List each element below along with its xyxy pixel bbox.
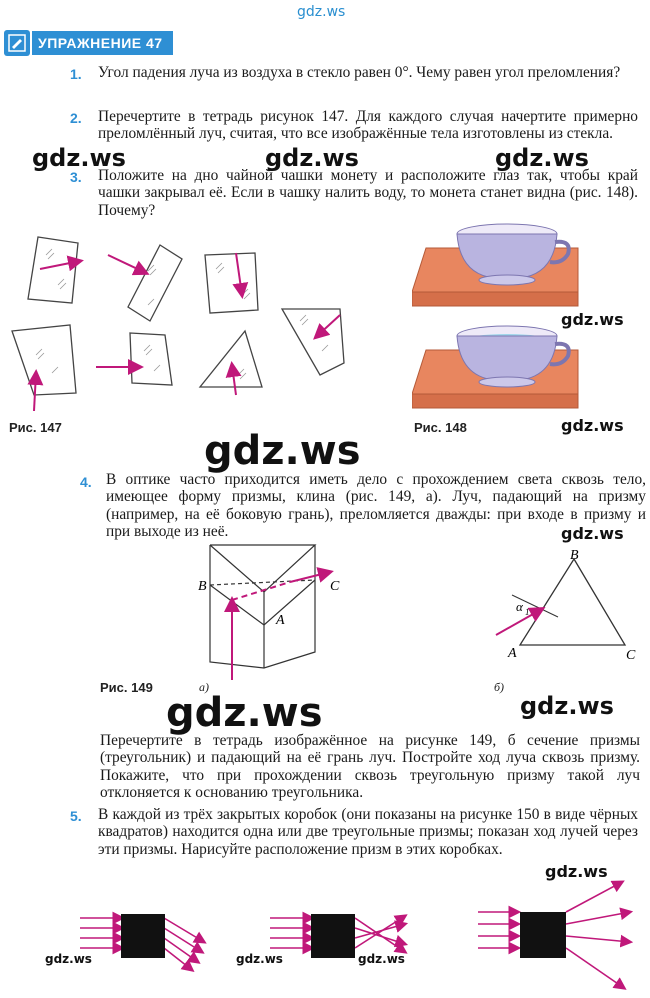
watermark: gdz.ws [545, 862, 608, 881]
glass-triangle [200, 331, 262, 387]
black-box [311, 914, 355, 958]
figure-caption: Рис. 148 [414, 420, 467, 435]
watermark: gdz.ws [32, 144, 126, 172]
figure-caption: Рис. 149 [100, 680, 153, 695]
watermark: gdz.ws [358, 952, 405, 966]
watermark: gdz.ws [561, 524, 624, 543]
watermark: gdz.ws [561, 310, 624, 329]
black-box [520, 912, 566, 958]
question-text: Перечертите в тетрадь изображённое на рисунке 149, б сечение призмы (треугольник) и падающий на её грань луч. Постройте ход луча сквозь призму. Покажите, что при прохождении сквозь треугольную призму такой луч отклоняется к основанию треугольника. [100, 732, 640, 802]
question-text: В оптике часто приходится иметь дело с прохождением света сквозь тело, имеющее форму призмы, клина (рис. 149, а). Луч, падающий на призму (например, на её боковую грань), преломляется дважды: при входе в призму и при выходе из неё. [106, 471, 646, 541]
exercise-header [4, 30, 173, 56]
watermark: gdz.ws [236, 952, 283, 966]
question-text: Угол падения луча из воздуха в стекло равен 0°. Чему равен угол преломления? [98, 64, 621, 81]
figure-caption: Рис. 147 [9, 420, 62, 435]
subfigure-label: б) [494, 680, 505, 694]
watermark: gdz.ws [166, 690, 323, 736]
vertex-label: A [276, 613, 285, 628]
glass-plate-3 [205, 253, 258, 313]
watermark: gdz.ws [204, 428, 361, 474]
subfigure-label: а) [199, 680, 209, 694]
figure-148 [412, 212, 582, 417]
watermark: gdz.ws [265, 144, 359, 172]
question-number: 2. [70, 110, 82, 126]
watermark: gdz.ws [495, 144, 589, 172]
light-ray [108, 255, 146, 273]
glass-plate-2 [128, 245, 182, 321]
figure-147 [0, 225, 400, 420]
vertex-label: C [330, 579, 340, 594]
question-text: В каждой из трёх закрытых коробок (они показаны на рисунке 150 в виде чёрных квадратов) находится одна или две треугольные призмы; показан ход лучей через эти призмы. Нарисуйте расположение призм в этих коробках. [98, 806, 638, 858]
vertex-label: C [626, 648, 636, 663]
glass-wedge-1 [12, 325, 76, 395]
angle-label: α [516, 599, 523, 614]
glass-plate-1 [28, 237, 78, 303]
exercise-title: УПРАЖНЕНИЕ 47 [32, 31, 173, 55]
watermark-top: gdz.ws [297, 4, 346, 20]
figure-150 [0, 880, 650, 998]
question-number: 4. [80, 474, 92, 490]
angle-subscript: 1 [525, 607, 530, 617]
watermark: gdz.ws [520, 692, 614, 720]
watermark: gdz.ws [45, 952, 92, 966]
vertex-label: B [198, 579, 207, 594]
black-box [121, 914, 165, 958]
vertex-label: B [570, 548, 579, 563]
question-text: Положите на дно чайной чашки монету и расположите глаз так, чтобы край чашки закрывал её. Если в чашку налить воду, то монета станет видна (рис. 148). Почему? [98, 167, 638, 219]
question-number: 1. [70, 66, 82, 82]
question-number: 5. [70, 808, 82, 824]
glass-wedge-2 [130, 333, 172, 385]
figure-149a [190, 540, 360, 685]
question-number: 3. [70, 169, 82, 185]
pencil-icon [4, 30, 30, 56]
watermark: gdz.ws [561, 416, 624, 435]
figure-149b [490, 545, 650, 665]
vertex-label: A [508, 646, 517, 661]
question-text: Перечертите в тетрадь рисунок 147. Для каждого случая начертите примерно преломлённый луч, считая, что все изображённые тела изготовлены из стекла. [98, 108, 638, 143]
